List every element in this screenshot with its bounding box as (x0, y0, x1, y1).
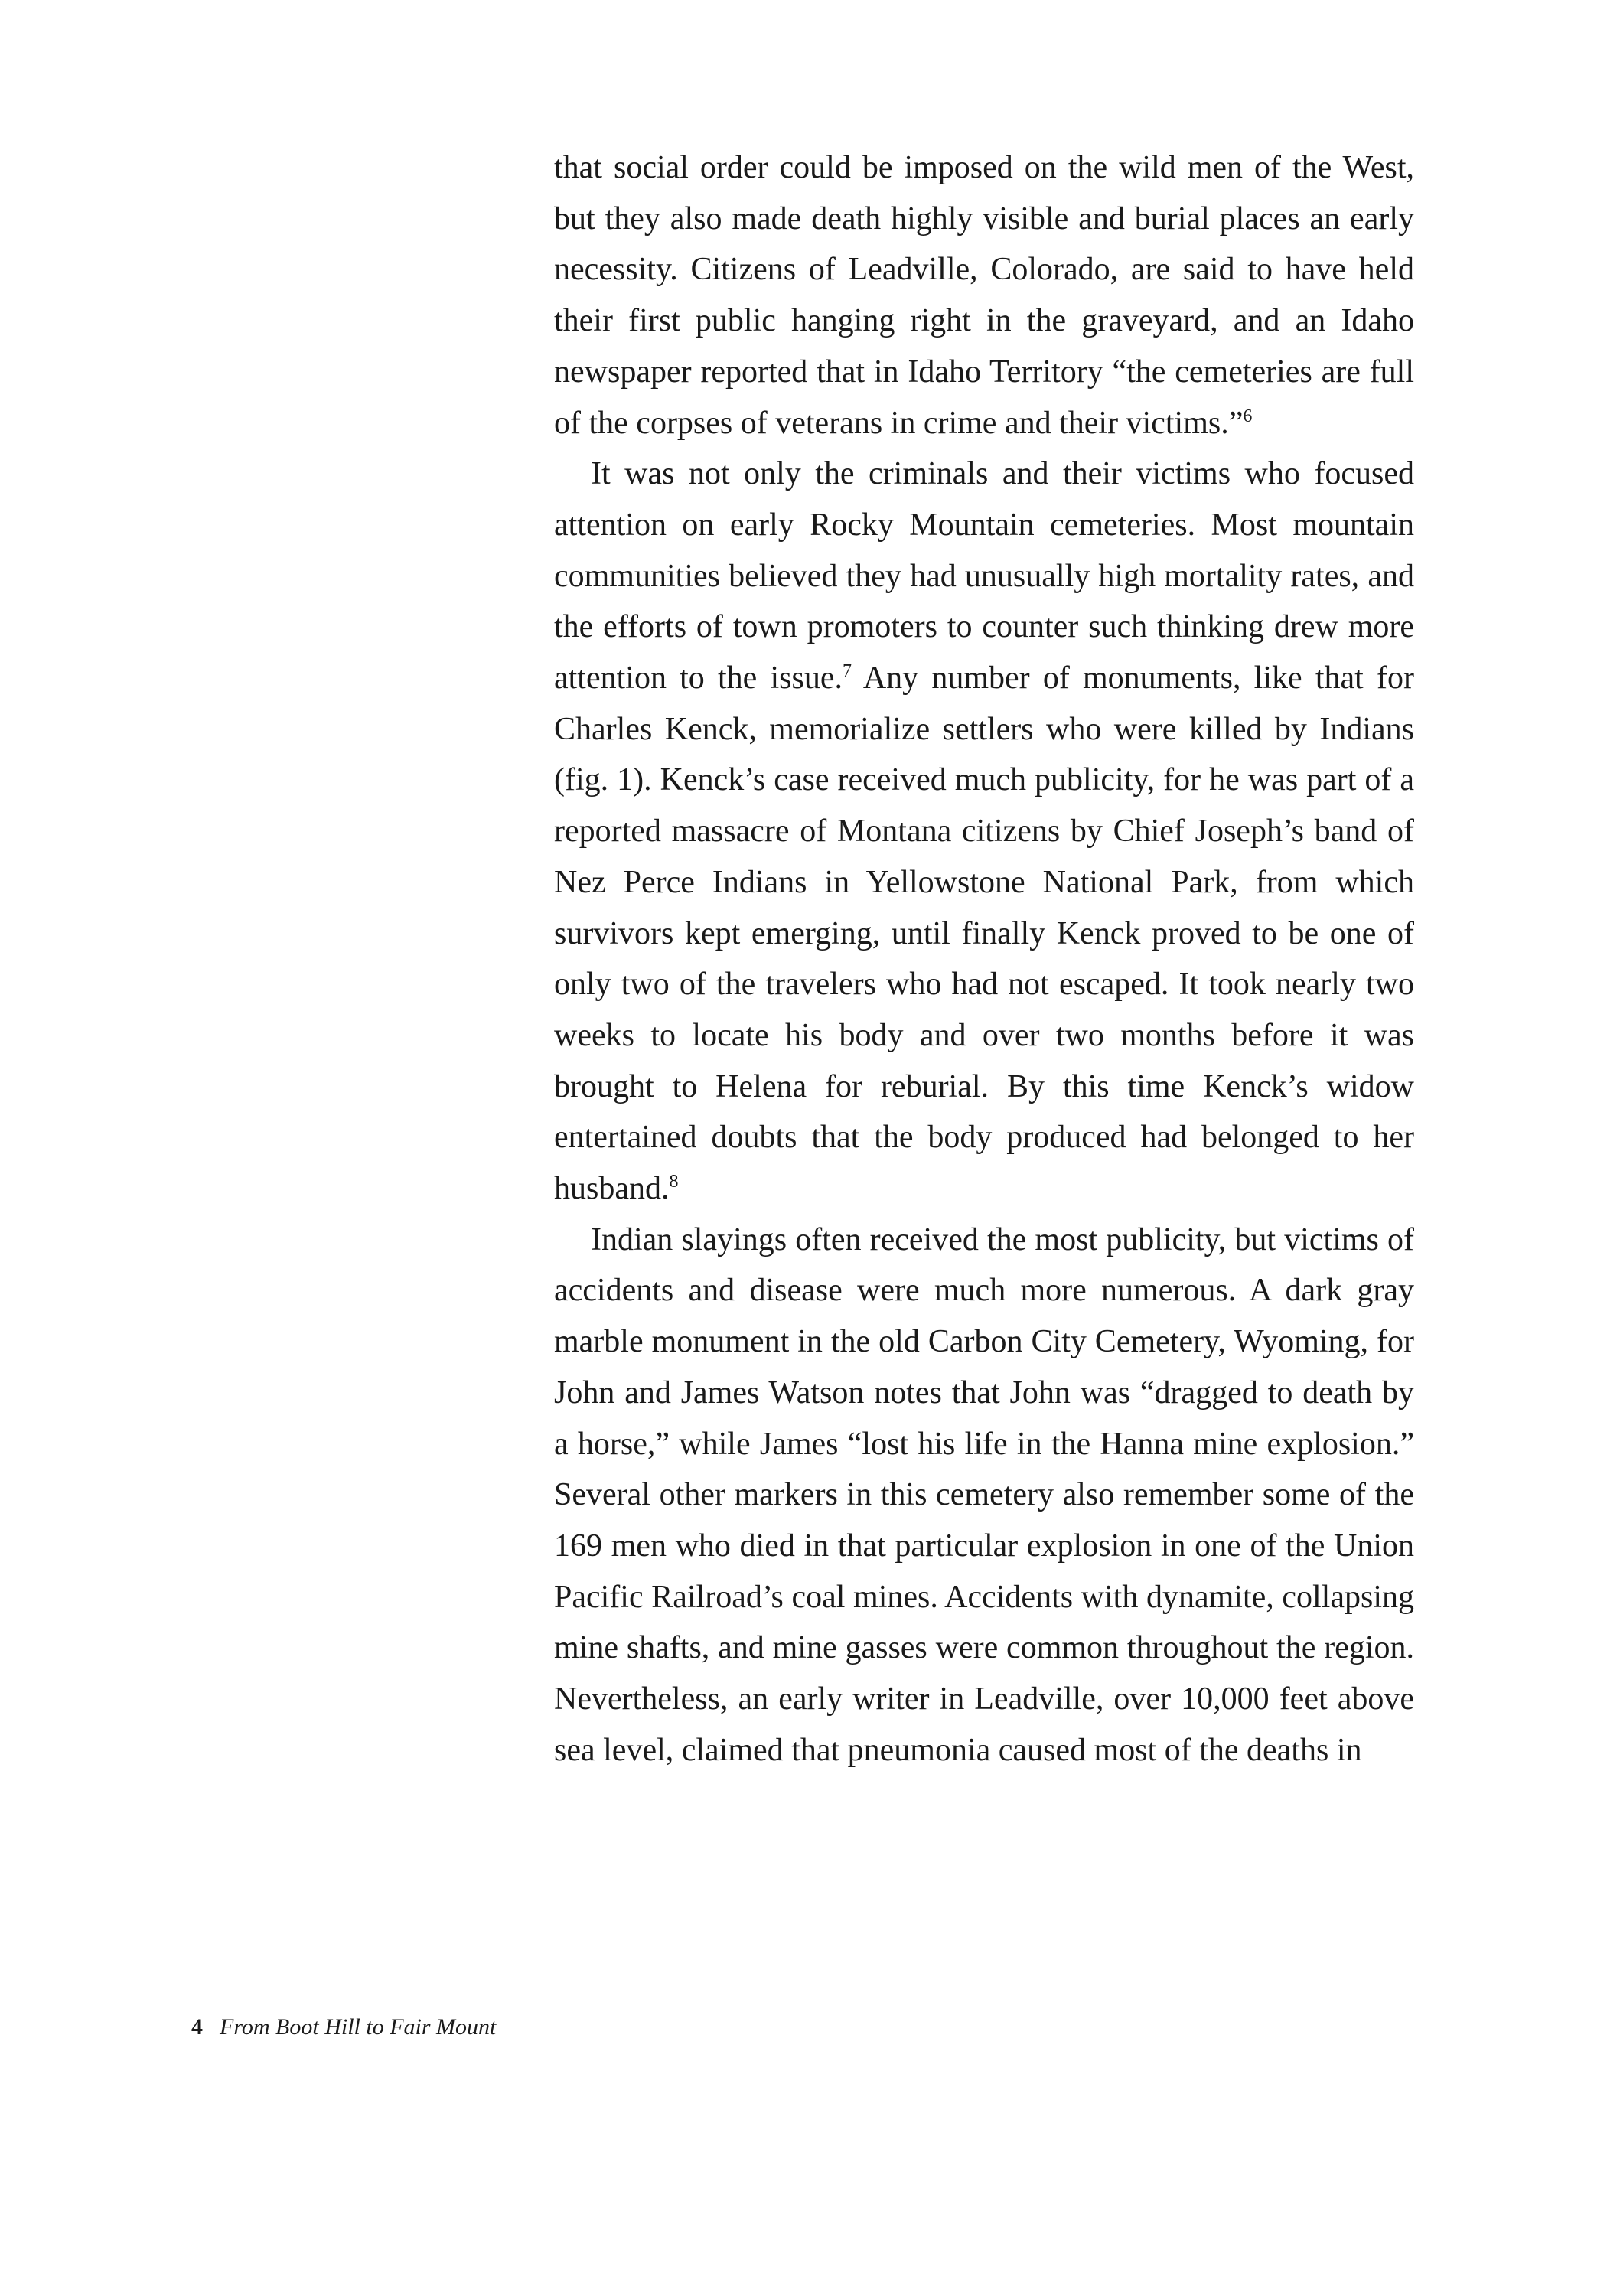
footnote-ref-7: 7 (842, 661, 852, 682)
page-footer (191, 2014, 496, 2040)
paragraph-1-text: that social order could be imposed on the wild men of the West, but they also made death highly visible and burial places an early necessity. Citizens of Leadville, Colorado, are said to have held their first public hanging right in the graveyard, and an Idaho newspaper reported that in Idaho Territory “the cemeteries are full of the corpses of veterans in crime and their victims.” (554, 150, 1414, 441)
paragraph-2-text-b: Any number of monuments, like that for Charles Kenck, memorialize settlers who were killed by Indians (fig. 1). Kenck’s case received much publicity, for he was part of a reported massacre of Montana citizens by Chief Joseph’s band of Nez Perce Indians in Yellowstone National Park, from which survivors kept emerging, until finally Kenck proved to be one of only two of the travelers who had not escaped. It took nearly two weeks to locate his body and over two months before it was brought to Helena for reburial. By this time Kenck’s widow entertained doubts that the body produced had belonged to her husband. (554, 660, 1414, 1207)
page-number: 4 (191, 2014, 203, 2040)
running-title: From Boot Hill to Fair Mount (220, 2014, 497, 2040)
paragraph-3 (554, 1215, 1414, 1776)
paragraph-2 (554, 448, 1414, 1215)
body-text (554, 142, 1414, 1776)
footnote-ref-8: 8 (669, 1172, 679, 1192)
paragraph-3-text: Indian slayings often received the most publicity, but victims of accidents and disease were much more numerous. A dark gray marble monument in the old Carbon City Cemetery, Wyoming, for John and James Watson notes that John was “dragged to death by a horse,” while James “lost his life in the Hanna mine explosion.” Several other markers in this cemetery also remember some of the 169 men who died in that particular explosion in one of the Union Pacific Railroad’s coal mines. Accidents with dynamite, collapsing mine shafts, and mine gasses were common throughout the region. Nevertheless, an early writer in Leadville, over 10,000 feet above sea level, claimed that pneumonia caused most of the deaths in (554, 1221, 1414, 1768)
paragraph-2-text-a: It was not only the criminals and their victims who focused attention on early Rocky Mountain cemeteries. Most mountain communities believed they had unusually high mortality rates, and the efforts of town promoters to counter such thinking drew more attention to the issue. (554, 456, 1414, 696)
paragraph-1 (554, 142, 1414, 448)
footnote-ref-6: 6 (1243, 406, 1253, 426)
